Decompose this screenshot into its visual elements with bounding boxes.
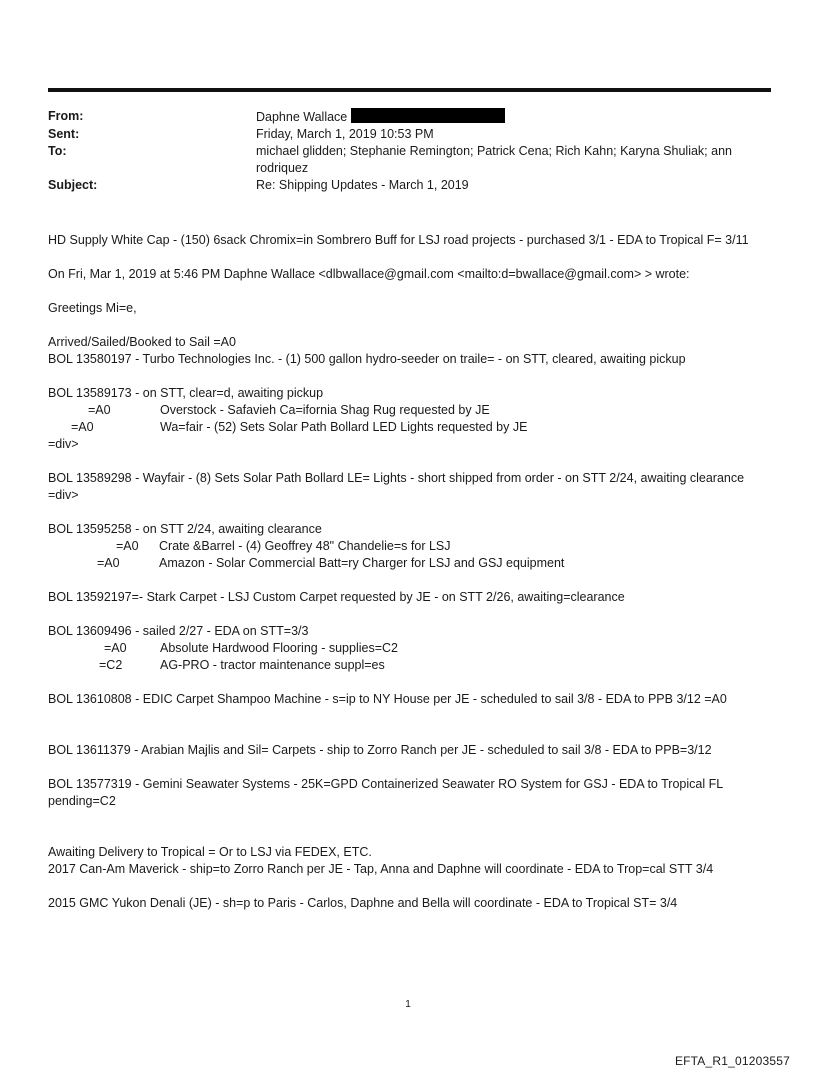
section-title-awaiting: Awaiting Delivery to Tropical = Or to LSJ via FEDEX, ETC. <box>48 845 372 859</box>
item-text: Overstock - Safavieh Ca=ifornia Shag Rug requested by JE <box>160 403 490 417</box>
item-text: AG-PRO - tractor maintenance suppl=es <box>160 658 385 672</box>
sent-value: Friday, March 1, 2019 10:53 PM <box>256 127 434 141</box>
bol-13609496: BOL 13609496 - sailed 2/27 - EDA on STT=3/3 <box>48 624 309 638</box>
item-code: =A0 <box>88 403 111 417</box>
bol-13589298: BOL 13589298 - Wayfair - (8) Sets Solar Path Bollard LE= Lights - short shipped from order - on STT 2/24, awaiting clearance =div> <box>48 471 745 502</box>
bol-13611379: BOL 13611379 - Arabian Majlis and Sil= Carpets - ship to Zorro Ranch per JE - scheduled to sail 3/8 - EDA to PPB=3/12 <box>48 743 712 757</box>
from-row <box>48 108 771 126</box>
item-text: Crate &Barrel - (4) Geoffrey 48" Chandelie=s for LSJ <box>159 539 451 553</box>
subject-label: Subject: <box>48 178 98 192</box>
email-header <box>48 108 771 194</box>
document-id: EFTA_R1_01203557 <box>674 1054 790 1068</box>
item-code: =A0 <box>116 539 139 553</box>
quote-line: On Fri, Mar 1, 2019 at 5:46 PM Daphne Wallace <dlbwallace@gmail.com <mailto:d=bwallace@gmail.com> > wrote: <box>48 267 690 281</box>
bol-13577319: BOL 13577319 - Gemini Seawater Systems - 25K=GPD Containerized Seawater RO System for GSJ - EDA to Tropical FL pending=C2 <box>48 777 723 808</box>
bol-13592197: BOL 13592197=- Stark Carpet - LSJ Custom Carpet requested by JE - on STT 2/26, awaiting=clearance <box>48 590 625 604</box>
subject-value: Re: Shipping Updates - March 1, 2019 <box>256 178 469 192</box>
to-label: To: <box>48 144 67 158</box>
from-label: From: <box>48 109 84 123</box>
page-number: 1 <box>405 999 411 1010</box>
bol-13589173: BOL 13589173 - on STT, clear=d, awaiting pickup <box>48 386 324 400</box>
vehicle-can-am: 2017 Can-Am Maverick - ship=to Zorro Ranch per JE - Tap, Anna and Daphne will coordinate - EDA to Trop=cal STT 3/4 <box>48 862 714 876</box>
div-tag: =div> <box>48 437 79 451</box>
item-code: =C2 <box>99 658 123 672</box>
redaction-box <box>351 108 505 123</box>
list-item <box>48 419 773 436</box>
to-row <box>48 143 771 177</box>
list-item <box>48 640 773 657</box>
item-text: Amazon - Solar Commercial Batt=ry Charger for LSJ and GSJ equipment <box>159 556 565 570</box>
to-value: michael glidden; Stephanie Remington; Patrick Cena; Rich Kahn; Karyna Shuliak; ann rodriquez <box>256 144 732 175</box>
header-rule <box>48 88 771 92</box>
list-item <box>48 555 773 572</box>
item-text: Wa=fair - (52) Sets Solar Path Bollard LED Lights requested by JE <box>160 420 528 434</box>
list-item <box>48 402 773 419</box>
bol-13595258: BOL 13595258 - on STT 2/24, awaiting clearance <box>48 522 322 536</box>
vehicle-gmc: 2015 GMC Yukon Denali (JE) - sh=p to Paris - Carlos, Daphne and Bella will coordinate - EDA to Tropical ST= 3/4 <box>48 896 678 910</box>
greeting: Greetings Mi=e, <box>48 301 137 315</box>
list-item <box>48 538 773 555</box>
subject-row <box>48 177 771 194</box>
section-title-arrived: Arrived/Sailed/Booked to Sail =A0 <box>48 335 236 349</box>
item-code: =A0 <box>71 420 94 434</box>
from-value: Daphne Wallace <box>256 110 348 124</box>
sent-label: Sent: <box>48 127 80 141</box>
list-item <box>48 657 773 674</box>
bol-13580197: BOL 13580197 - Turbo Technologies Inc. - (1) 500 gallon hydro-seeder on traile= - on STT, cleared, awaiting pickup <box>48 352 686 366</box>
item-text: Absolute Hardwood Flooring - supplies=C2 <box>160 641 398 655</box>
bol-13610808: BOL 13610808 - EDIC Carpet Shampoo Machine - s=ip to NY House per JE - scheduled to sail 3/8 - EDA to PPB 3/12 =A0 <box>48 692 727 706</box>
sent-row <box>48 126 771 143</box>
email-body <box>48 232 773 912</box>
item-code: =A0 <box>97 556 120 570</box>
item-code: =A0 <box>104 641 127 655</box>
intro-paragraph: HD Supply White Cap - (150) 6sack Chromix=in Sombrero Buff for LSJ road projects - purchased 3/1 - EDA to Tropical F= 3/11 <box>48 233 749 247</box>
